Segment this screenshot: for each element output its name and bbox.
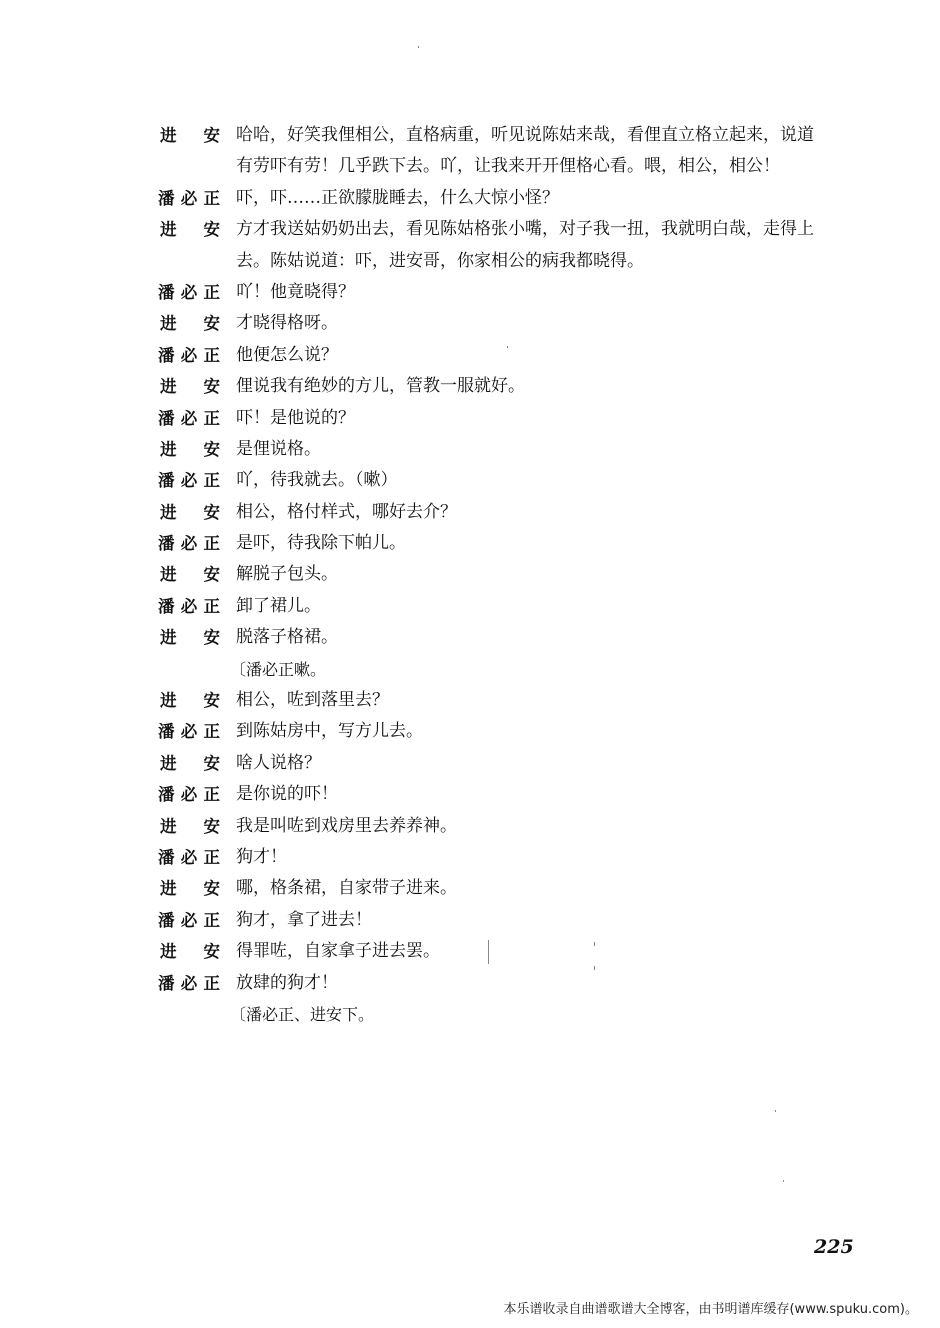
speaker-name: 潘 必 正 [158,408,220,428]
speaker-name: 进 安 [160,439,220,459]
dialogue-line [158,497,878,528]
dialogue-line [158,622,878,653]
dialogue-line [158,811,878,842]
scan-speck [594,966,595,970]
dialogue-line [158,528,878,559]
speaker-name: 潘 必 正 [158,973,220,993]
script-dialogue [158,120,878,1030]
speaker-name: 进 安 [160,753,220,773]
speech-text: 吓，吓……正欲朦胧睡去，什么大惊小怪？ [236,187,559,208]
speech-text: 狗才！ [236,846,287,867]
speech-text: 吓！是他说的？ [236,407,355,428]
scan-speck [418,46,419,48]
speech-text: 他便怎么说？ [236,344,338,365]
speech-text: 有劳吓有劳！几乎跌下去。吖，让我来开开俚格心看。喂，相公，相公！ [236,156,780,177]
dialogue-line [158,120,878,151]
dialogue-line [158,434,878,465]
dialogue-line [158,403,878,434]
dialogue-line [158,842,878,873]
stage-direction [158,654,878,685]
speaker-name: 进 安 [160,879,220,899]
speech-text: 去。陈姑说道：吓，进安哥，你家相公的病我都晓得。 [236,250,644,271]
speaker-name: 进 安 [160,691,220,711]
speech-text: 是你说的吓！ [236,784,338,805]
speaker-name: 潘 必 正 [158,722,220,742]
dialogue-line [158,716,878,747]
speech-text: 放肆的狗才！ [236,972,338,993]
speaker-name: 进 安 [160,942,220,962]
speaker-name: 潘 必 正 [158,785,220,805]
speech-text: 吖！他竟晓得？ [236,281,355,302]
stage-direction-text: 〔潘必正嗽。 [230,659,327,679]
speech-text: 我是叫咗到戏房里去养养神。 [236,815,457,836]
speech-text: 得罪咗，自家拿子进去罢。 [236,941,440,962]
speech-text: 是吓，待我除下帕儿。 [236,533,406,554]
dialogue-line [158,308,878,339]
speaker-name: 潘 必 正 [158,910,220,930]
speaker-name: 进 安 [160,565,220,585]
speech-text: 俚说我有绝妙的方儿，管教一服就好。 [236,376,525,397]
dialogue-line [158,214,878,245]
dialogue-line [158,873,878,904]
speaker-name: 潘 必 正 [158,188,220,208]
dialogue-line [158,183,878,214]
scan-speck [507,346,508,348]
speech-text: 吖，待我就去。（嗽） [236,470,398,491]
dialogue-line [158,685,878,716]
speech-text: 哪，格条裙，自家带子进来。 [236,878,457,899]
speech-text: 哈哈，好笑我俚相公，直格病重，听见说陈姑来哉，看俚直立格立起来，说道 [236,125,814,145]
speaker-name: 进 安 [160,126,220,145]
speaker-name: 进 安 [160,314,220,334]
scan-speck [594,942,595,946]
speaker-name: 潘 必 正 [158,471,220,491]
dialogue-line [158,936,878,967]
speech-text: 才晓得格呀。 [236,313,338,334]
dialogue-line [158,277,878,308]
speaker-name: 进 安 [160,816,220,836]
speaker-name: 进 安 [160,377,220,397]
scan-speck [775,1110,776,1112]
footer-credit: 本乐谱收录自曲谱歌谱大全博客，由书明谱库缓存(www.spuku.com)。 [503,1302,918,1317]
speaker-name: 潘 必 正 [158,534,220,554]
speech-text: 相公，格付样式，哪好去介？ [236,501,457,522]
speech-text: 脱落子格裙。 [236,627,338,648]
page-number: 225 [814,1236,854,1258]
dialogue-continuation [158,246,878,277]
speaker-name: 潘 必 正 [158,282,220,302]
stage-direction-text: 〔潘必正、进安下。 [230,1004,375,1024]
dialogue-line [158,559,878,590]
speech-text: 啥人说格？ [236,752,321,773]
speaker-name: 潘 必 正 [158,596,220,616]
dialogue-line [158,340,878,371]
dialogue-line [158,779,878,810]
speech-text: 到陈姑房中，写方儿去。 [236,721,423,742]
dialogue-line [158,465,878,496]
speaker-name: 进 安 [160,628,220,648]
dialogue-line [158,905,878,936]
speech-text: 卸了裙儿。 [236,595,321,616]
speech-text: 狗才，拿了进去！ [236,909,372,930]
speaker-name: 潘 必 正 [158,345,220,365]
scan-speck [488,940,489,964]
dialogue-line [158,968,878,999]
dialogue-continuation [158,151,878,182]
speech-text: 是俚说格。 [236,438,321,459]
speech-text: 方才我送姑奶奶出去，看见陈姑格张小嘴，对子我一扭，我就明白哉，走得上 [236,219,814,240]
speaker-name: 潘 必 正 [158,847,220,867]
speech-text: 解脱子包头。 [236,564,338,585]
speech-text: 相公，咗到落里去？ [236,690,389,711]
speaker-name: 进 安 [160,220,220,240]
scan-speck [783,1180,784,1182]
stage-direction [158,999,878,1030]
speaker-name: 进 安 [160,502,220,522]
dialogue-line [158,371,878,402]
dialogue-line [158,748,878,779]
dialogue-line [158,591,878,622]
